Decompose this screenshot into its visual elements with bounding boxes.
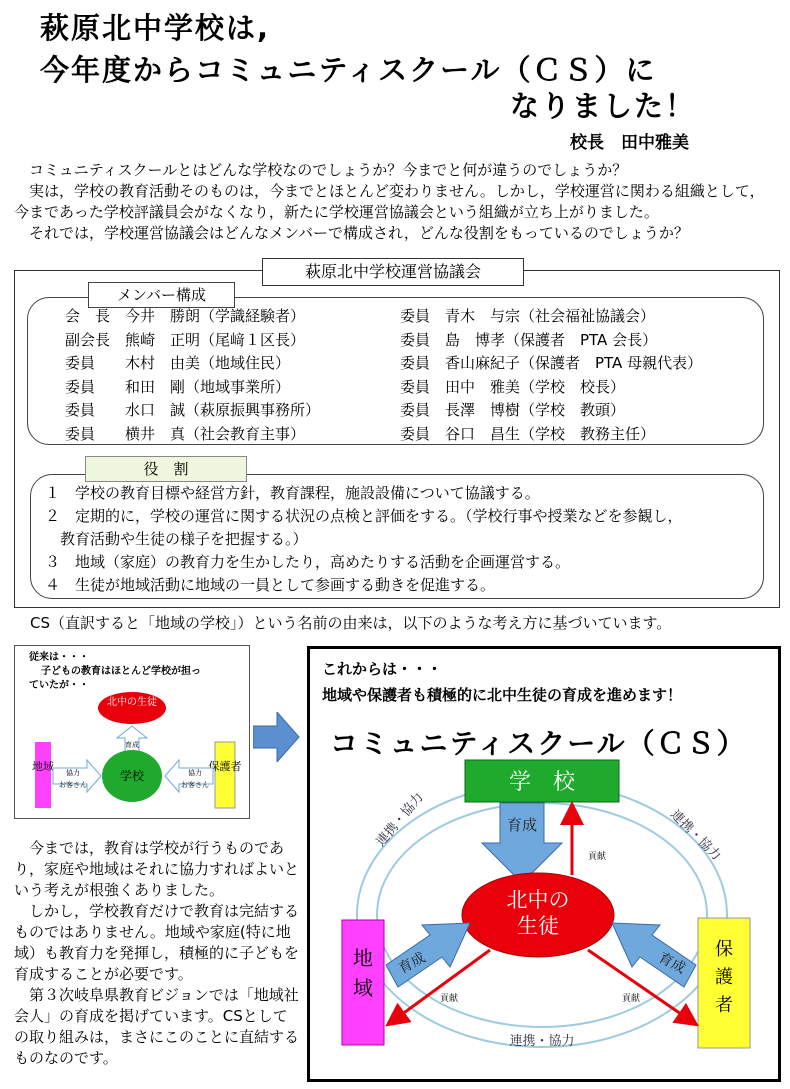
body-paragraph: 第３次岐阜県教育ビジョンでは「地域社会人」の育成を掲げています。CSとしての取り組みは，まさにこのことに直結するものなのです。 — [14, 986, 300, 1067]
new-community-label-2: 域 — [353, 976, 373, 1000]
body-paragraph: しかし，学校教育だけで教育は完結するものではありません。地域や家庭(特に地域）も教育力を発揮し，積極的に子どもを育成することが必要です。 — [14, 902, 300, 983]
body-paragraph: 今までは，教育は学校が行うものであり，家庭や地域はそれに協力すればよいという考えが根強くありました。 — [14, 839, 300, 899]
author: 校長 田中雅美 — [570, 133, 689, 153]
old-model-diagram — [14, 645, 250, 819]
title-line-3: なりました！ — [510, 89, 697, 123]
member-item: 会 長 今井 勝朗（学識経験者） — [65, 307, 306, 325]
member-item: 委員 田中 雅美（学校 校長） — [400, 377, 626, 396]
new-header-1: これからは・・・ — [322, 660, 443, 678]
roles-label: 役 割 — [85, 456, 247, 482]
intro-paragraph: それでは，学校運営協議会はどんなメンバーで構成され，どんな役割をもっているのでしょうか？ — [29, 224, 689, 242]
roles-list — [45, 482, 760, 597]
members-right-column — [400, 305, 702, 446]
role-item: ２ 定期的に，学校の運営に関する状況の点検と評価をする。（学校行事や授業などを参観し， — [45, 507, 683, 525]
role-item: 教育活動や生徒の様子を把握する。） — [45, 530, 308, 548]
old-community-label: 地域 — [32, 760, 54, 773]
old-community-box — [35, 742, 51, 808]
intro-paragraph: 実は，学校の教育活動そのものは，今までとほとんど変わりません。しかし，学校運営に関わる組織として，今まであった学校評議員会がなくなり，新たに学校運営協議会という組織が立ち上がりました。 — [14, 182, 765, 221]
cs-origin-text: CS（直訳すると「地域の学校」）という名前の由来は，以下のような考え方に基づいています。 — [30, 614, 672, 632]
renkei-bottom-label: 連携・協力 — [509, 1034, 575, 1049]
new-parents-label-3: 者 — [715, 995, 733, 1016]
parents-ikusei-label: 育成 — [655, 949, 688, 978]
koken-left-label: 貢献 — [440, 994, 459, 1004]
member-item: 委員 長澤 博樹（学校 教頭） — [400, 401, 626, 419]
new-student-line-1: 北中の — [506, 888, 570, 912]
member-item: 委員 和田 剛（地域事業所） — [65, 377, 291, 396]
old-right-okyakusan: お客さん — [181, 781, 209, 789]
intro-text — [14, 160, 779, 244]
role-item: １ 学校の教育目標や経営方針，教育課程，施設設備について協議する。 — [45, 484, 540, 502]
new-parents-label-1: 保 — [715, 939, 733, 960]
council-title: 萩原北中学校運営協議会 — [262, 258, 524, 286]
new-header-2: 地域や保護者も積極的に北中生徒の育成を進めます！ — [322, 686, 683, 704]
renkei-right-label: 連携・協力 — [667, 807, 724, 864]
title-line-2: 今年度からコミュニティスクール（ＣＳ）に — [40, 53, 657, 87]
member-item: 委員 香山麻紀子（保護者 PTA 母親代表） — [400, 354, 703, 372]
title-line-1: 萩原北中学校は, — [40, 11, 271, 45]
member-item: 委員 谷口 昌生（学校 教務主任） — [400, 424, 656, 443]
new-model-header — [322, 656, 682, 708]
old-student-label: 北中の生徒 — [107, 697, 157, 708]
community-ikusei-label: 育成 — [396, 949, 429, 978]
old-school-label: 学校 — [119, 769, 145, 783]
member-item: 委員 島 博孝（保護者 PTA 会長） — [400, 330, 658, 349]
member-item: 委員 横井 真（社会教育主事） — [65, 424, 306, 443]
old-header: 従来は・・・ — [29, 652, 89, 663]
old-right-kyoryoku: 協力 — [188, 769, 202, 777]
new-school-label: 学 校 — [508, 770, 576, 795]
koken-right-label: 貢献 — [622, 994, 641, 1004]
new-community-label-1: 地 — [353, 946, 373, 970]
old-parents-label: 保護者 — [208, 760, 242, 773]
community-ikusei-arrow — [386, 923, 470, 987]
member-item: 委員 木村 由美（地域住民） — [65, 354, 291, 372]
body-text — [14, 838, 299, 1069]
members-label: メンバー構成 — [88, 282, 235, 308]
old-left-kyoryoku: 協力 — [66, 769, 80, 777]
new-model-diagram — [310, 755, 778, 1079]
old-ikusei-label: 育成 — [125, 741, 139, 749]
member-item: 委員 青木 与宗（社会福祉協議会） — [400, 307, 656, 325]
intro-paragraph: コミュニティスクールとはどんな学校なのでしょうか？今までと何が違うのでしょうか？ — [29, 161, 628, 179]
parents-ikusei-arrow — [612, 923, 696, 987]
renkei-left-label: 連携・協力 — [373, 790, 427, 850]
role-item: ４ 生徒が地域活動に地域の一員として参画する動きを促進する。 — [45, 576, 496, 594]
old-text-1: 子どもの教育はほとんど学校が担っ — [41, 666, 201, 677]
new-student-line-2: 生徒 — [517, 914, 559, 938]
new-parents-label-2: 護 — [715, 967, 733, 988]
members-left-column — [65, 305, 320, 446]
school-ikusei-label: 育成 — [506, 816, 538, 834]
school-ikusei-arrow — [482, 803, 562, 883]
transition-arrow-icon — [253, 712, 301, 762]
member-item: 委員 水口 誠（萩原振興事務所） — [65, 401, 321, 419]
role-item: ３ 地域（家庭）の教育力を生かしたり，高めたりする活動を企画運営する。 — [45, 553, 571, 571]
new-model-title: コミュニティスクール（ＣＳ） — [330, 727, 747, 760]
koken-up-label: 貢献 — [588, 852, 607, 862]
old-parents-box — [215, 742, 235, 808]
old-left-okyakusan: お客さん — [59, 781, 87, 789]
old-text-2: ていたが・・ — [29, 680, 89, 691]
old-model-svg — [15, 646, 249, 818]
member-item: 副会長 熊崎 正明（尾﨑１区長） — [65, 330, 306, 349]
